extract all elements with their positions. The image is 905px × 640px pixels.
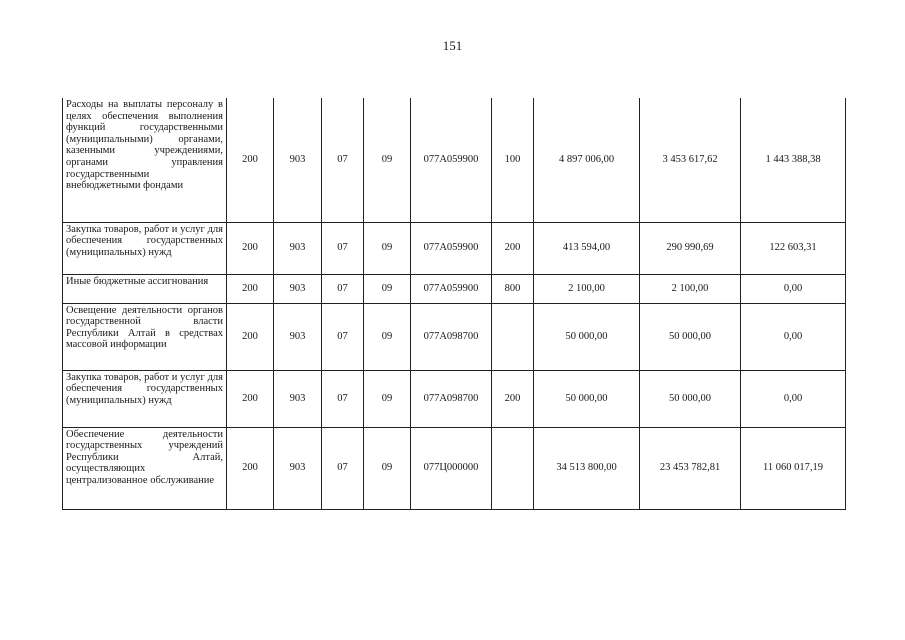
code-col1-cell: 200: [227, 427, 274, 509]
section-cell: 07: [322, 98, 364, 222]
expense-type-cell: 800: [492, 274, 534, 303]
code-col1-cell: 200: [227, 98, 274, 222]
amount-planned-cell: 4 897 006,00: [534, 98, 640, 222]
expense-type-cell: [492, 427, 534, 509]
table-row: [63, 222, 846, 274]
code-col1-cell: 200: [227, 222, 274, 274]
amount-planned-cell: 2 100,00: [534, 274, 640, 303]
subsection-cell: 09: [364, 222, 411, 274]
section-cell: 07: [322, 274, 364, 303]
section-cell: 07: [322, 370, 364, 427]
expense-name-cell: Иные бюджетные ассигнования: [63, 274, 227, 303]
code-col2-cell: 903: [274, 370, 322, 427]
amount-executed-cell: 3 453 617,62: [640, 98, 741, 222]
code-col1-cell: 200: [227, 370, 274, 427]
amount-remaining-cell: 1 443 388,38: [741, 98, 846, 222]
table-row: [63, 427, 846, 509]
amount-planned-cell: 34 513 800,00: [534, 427, 640, 509]
amount-executed-cell: 290 990,69: [640, 222, 741, 274]
code-col2-cell: 903: [274, 274, 322, 303]
table-row: [63, 370, 846, 427]
budget-table-body: [63, 98, 846, 509]
amount-executed-cell: 50 000,00: [640, 303, 741, 370]
expense-name-cell: Обеспечение деятельности государственных учреждений Республики Алтай, осуществляющих централизованное обслуживание: [63, 427, 227, 509]
expense-type-cell: 200: [492, 370, 534, 427]
subsection-cell: 09: [364, 274, 411, 303]
amount-planned-cell: 50 000,00: [534, 370, 640, 427]
expense-name-cell: Закупка товаров, работ и услуг для обеспечения государственных (муниципальных) нужд: [63, 222, 227, 274]
amount-remaining-cell: 122 603,31: [741, 222, 846, 274]
expense-name-cell: Освещение деятельности органов государственной власти Республики Алтай в средствах массовой информации: [63, 303, 227, 370]
section-cell: 07: [322, 427, 364, 509]
code-col2-cell: 903: [274, 98, 322, 222]
target-code-cell: 077А098700: [411, 303, 492, 370]
expense-type-cell: 200: [492, 222, 534, 274]
expense-type-cell: 100: [492, 98, 534, 222]
target-code-cell: 077А059900: [411, 98, 492, 222]
amount-planned-cell: 413 594,00: [534, 222, 640, 274]
subsection-cell: 09: [364, 427, 411, 509]
expense-name-cell: Расходы на выплаты персоналу в целях обеспечения выполнения функций государственными (муниципальными) органами, казенными учреждениями, органами управления государственными внебюджетными фондами: [63, 98, 227, 222]
code-col2-cell: 903: [274, 427, 322, 509]
code-col2-cell: 903: [274, 303, 322, 370]
budget-table: [62, 98, 846, 510]
target-code-cell: 077А059900: [411, 274, 492, 303]
subsection-cell: 09: [364, 98, 411, 222]
expense-name-cell: Закупка товаров, работ и услуг для обеспечения государственных (муниципальных) нужд: [63, 370, 227, 427]
page-number: 151: [442, 38, 463, 53]
amount-planned-cell: 50 000,00: [534, 303, 640, 370]
table-row: [63, 98, 846, 222]
section-cell: 07: [322, 222, 364, 274]
target-code-cell: 077А059900: [411, 222, 492, 274]
amount-remaining-cell: 11 060 017,19: [741, 427, 846, 509]
target-code-cell: 077Ц000000: [411, 427, 492, 509]
section-cell: 07: [322, 303, 364, 370]
table-row: [63, 303, 846, 370]
code-col1-cell: 200: [227, 274, 274, 303]
amount-remaining-cell: 0,00: [741, 303, 846, 370]
table-row: [63, 274, 846, 303]
target-code-cell: 077А098700: [411, 370, 492, 427]
amount-executed-cell: 50 000,00: [640, 370, 741, 427]
expense-type-cell: [492, 303, 534, 370]
amount-remaining-cell: 0,00: [741, 274, 846, 303]
code-col1-cell: 200: [227, 303, 274, 370]
amount-executed-cell: 23 453 782,81: [640, 427, 741, 509]
amount-executed-cell: 2 100,00: [640, 274, 741, 303]
subsection-cell: 09: [364, 370, 411, 427]
subsection-cell: 09: [364, 303, 411, 370]
amount-remaining-cell: 0,00: [741, 370, 846, 427]
code-col2-cell: 903: [274, 222, 322, 274]
